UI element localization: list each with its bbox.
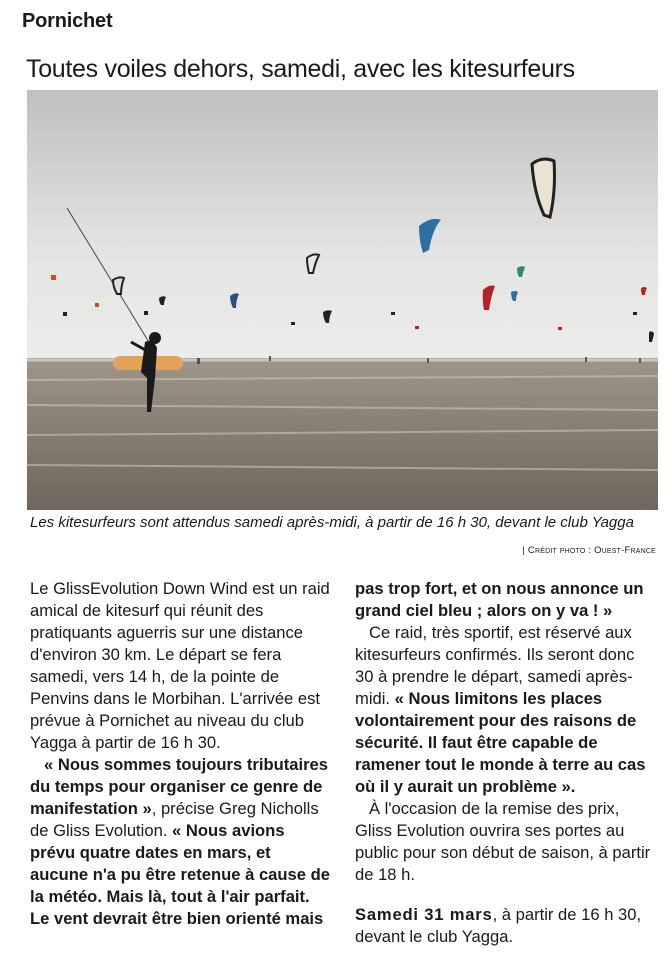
paragraph-3-text: Ce raid, très sportif, est réservé aux kitesurfeurs confirmés. Ils seront donc 30 à prendre le départ, samedi après-midi. (355, 623, 635, 708)
photo-credit: | Crédit photo : Ouest-France (522, 545, 656, 556)
event-details: , à partir de 16 h 30, devant le club Yagga. (355, 905, 642, 946)
location-heading: Pornichet (22, 10, 113, 32)
article-column-right (355, 578, 655, 948)
article-paragraph-1: Le GlissEvolution Down Wind est un raid amical de kitesurf qui réunit des pratiquants aguerris sur une distance d'environ 30 km. Le départ se fera samedi, vers 14 h, de la pointe de Penvins dans le Morbihan. L'arrivée est prévue à Pornichet au niveau du club Yagga à partir de 16 h 30. (30, 579, 330, 752)
attribution: , précise Greg Nicholls de Gliss Evolution. (30, 799, 319, 840)
quote-3: « Nous limitons les places volontairement pour des raisons de sécurité. Il faut être capable de ramener tout le monde à terre au cas où il y aurait un problème ». (355, 689, 646, 796)
article-paragraph-2-continued (355, 578, 655, 622)
kitesurfers-photo (27, 90, 658, 510)
quote-2: « Nous avions prévu quatre dates en mars, et aucune n'a pu être retenue à cause de la météo. Mais là, tout à l'air parfait. Le vent devrait être bien orienté mais (30, 821, 330, 928)
quote-1: « Nous sommes toujours tributaires du temps pour organiser ce genre de manifestation » (30, 755, 328, 818)
article-paragraph-2 (30, 754, 330, 930)
article-column-left (30, 578, 330, 930)
quote-2-continued: pas trop fort, et on nous annonce un grand ciel bleu ; alors on y va ! » (355, 579, 644, 620)
photo-caption: Les kitesurfeurs sont attendus samedi après-midi, à partir de 16 h 30, devant le club Yagga (30, 514, 634, 531)
paragraph-gap (355, 886, 655, 904)
article-headline: Toutes voiles dehors, samedi, avec les kitesurfeurs (26, 55, 575, 83)
article-paragraph-3 (355, 622, 655, 798)
event-date: Samedi 31 mars (355, 905, 493, 924)
article-paragraph-4: À l'occasion de la remise des prix, Gliss Evolution ouvrira ses portes au public pour son début de saison, à partir de 18 h. (355, 799, 651, 884)
event-info (355, 904, 655, 948)
